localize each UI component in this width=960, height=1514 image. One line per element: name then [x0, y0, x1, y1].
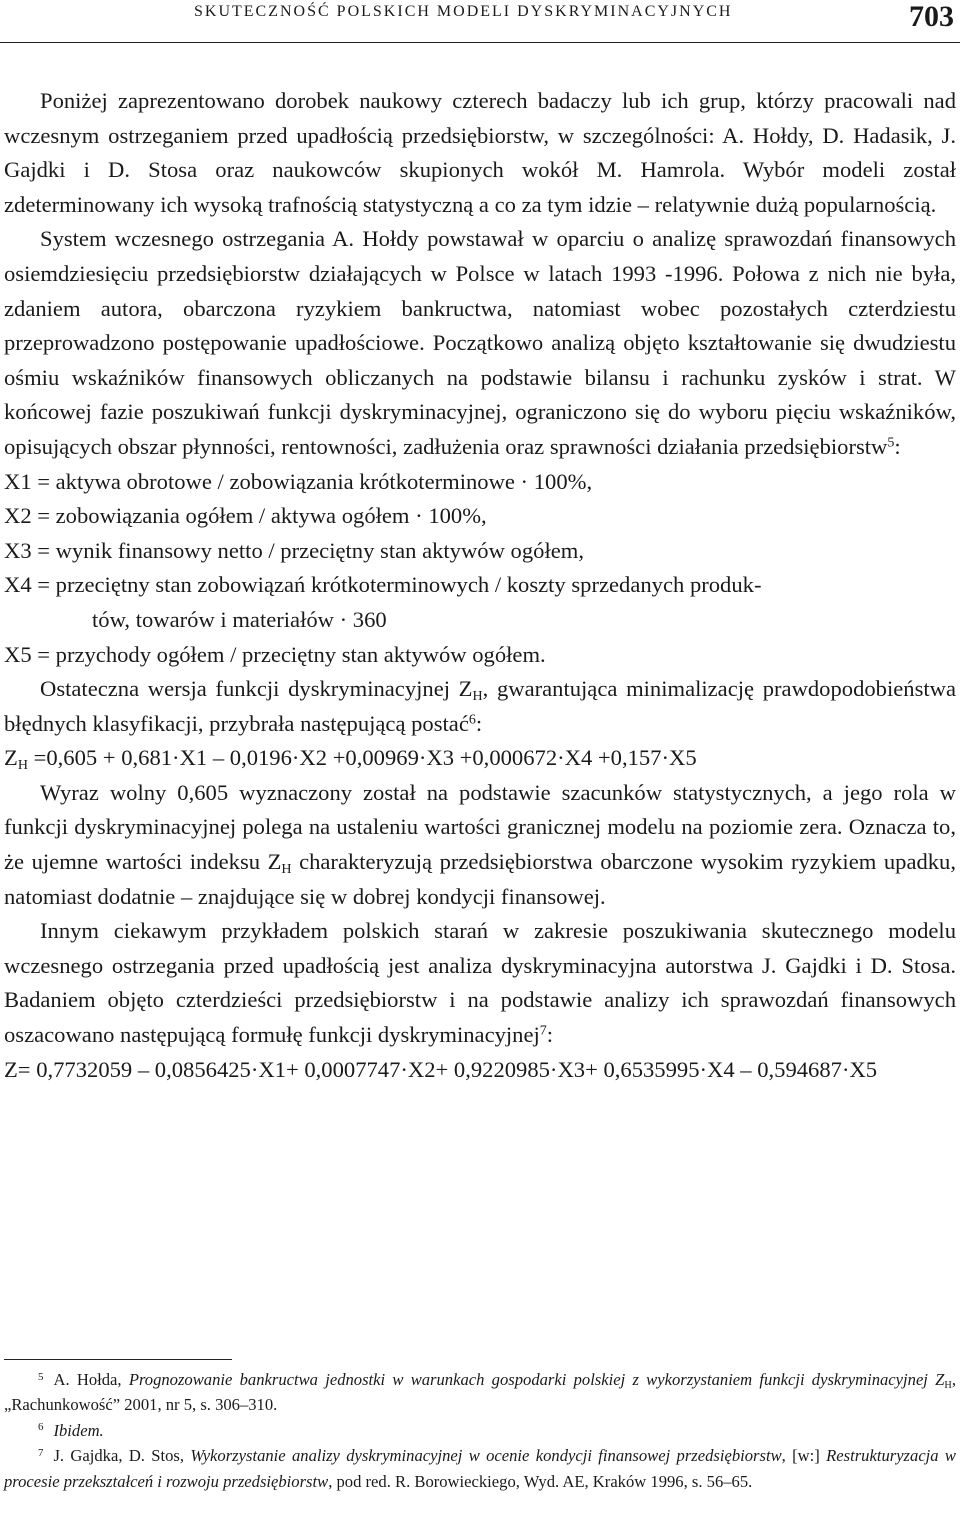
running-title: SKUTECZNOŚĆ POLSKICH MODELI DYSKRYMINACYJNYCH: [194, 3, 733, 20]
header-rule: [0, 42, 960, 43]
footnote-5-rest: , „Rachunkowość” 2001, nr 5, s. 306–310.: [4, 1370, 956, 1415]
paragraph-final-end: :: [475, 710, 483, 736]
variable-x3: X3 = wynik finansowy netto / przeciętny stan aktywów ogółem,: [4, 537, 584, 563]
paragraph-holda-text: System wczesnego ostrzegania A. Hołdy powstawał w oparciu o analizę sprawozdań finansowych osiemdziesięciu przedsiębiorstw działających w Polsce w latach 1993 -1996. Połowa z nich nie była, zdaniem autora, obarczona ryzykiem bankructwa, natomiast wobec pozostałych czterdziestu przeprowadzono postępowanie upadłościowe. Początkowo analizą objęto kształtowanie się dwudziestu ośmiu wskaźników finansowych obliczanych na podstawie bilansu i rachunku zysków i strat. W końcowej fazie poszukiwań funkcji dyskryminacyjnej, ograniczono się do wyboru pięciu wskaźników, opisujących obszar płynności, rentowności, zadłużenia oraz sprawności działania przedsiębiorstw: [4, 226, 956, 459]
formula-zh-subscript: H: [17, 758, 28, 774]
formula-zh-lhs: Z: [4, 745, 18, 771]
footnotes: [4, 1367, 956, 1494]
paragraph-constant-term: [4, 776, 956, 914]
formula-z: Z= 0,7732059 – 0,0856425·X1+ 0,0007747·X2+ 0,9220985·X3+ 0,6535995·X4 – 0,594687·X5: [4, 1056, 878, 1082]
variable-x4: X4 = przeciętny stan zobowiązań krótkoterminowych / koszty sprzedanych produk-: [4, 572, 762, 598]
variable-x4-continued: tów, towarów i materiałów · 360: [92, 606, 387, 632]
footnote-ref-7[interactable]: 7: [539, 1023, 547, 1039]
footnote-ref-5[interactable]: 5: [887, 435, 895, 451]
footnote-6: [4, 1418, 956, 1443]
footnote-7-book: Restrukturyzacja w procesie przekształceń i rozwoju przedsiębiorstw: [4, 1446, 956, 1491]
paragraph-final-text-a: Ostateczna wersja funkcji dyskryminacyjnej Z: [40, 676, 473, 702]
footnote-rule: [4, 1359, 232, 1360]
subscript-h: H: [472, 689, 483, 705]
paragraph-gajdka-end: :: [546, 1022, 554, 1048]
paragraph-final-function: [4, 672, 956, 741]
paragraph-intro: Poniżej zaprezentowano dorobek naukowy czterech badaczy lub ich grup, którzy pracowali nad wczesnym ostrzeganiem przed upadłością przedsiębiorstw, w szczególności: A. Hołdy, D. Hadasik, J. Gajdki i D. Stosa oraz naukowców skupionych wokół M. Hamrola. Wybór modeli został zdeterminowany ich wysoką trafnością statystyczną a co za tym idzie – relatywnie dużą popularnością.: [4, 88, 956, 217]
paragraph-constant-text-b: charakteryzują przedsiębiorstwa obarczone wysokim ryzykiem upadku, natomiast dodatnie – znajdujące się w dobrej kondycji finansowej.: [4, 849, 957, 909]
footnote-7-author: J. Gajdka, D. Stos,: [53, 1446, 191, 1466]
footnote-7: [4, 1443, 956, 1494]
footnote-5: [4, 1367, 956, 1418]
paragraph-gajdka-text: Innym ciekawym przykładem polskich starań w zakresie poszukiwania skutecznego modelu wczesnego ostrzegania przed upadłością jest analiza dyskryminacyjna autorstwa J. Gajdki i D. Stosa. Badaniem objęto czterdzieści przedsiębiorstw i na podstawie analizy ich sprawozdań finansowych oszacowano następującą formułę funkcji dyskryminacyjnej: [4, 918, 956, 1048]
footnote-7-title: Wykorzystanie analizy dyskryminacyjnej w ocenie kondycji finansowej przedsiębiorstw: [190, 1446, 782, 1466]
footnote-7-number: 7: [38, 1446, 44, 1459]
footnote-5-author: A. Hołda,: [53, 1370, 129, 1389]
variable-list: [4, 465, 956, 673]
footnote-5-number: 5: [38, 1370, 44, 1383]
paragraph-holda-model: [4, 222, 956, 464]
footnote-5-subscript: H: [944, 1380, 952, 1392]
paragraph-holda-end: :: [894, 433, 901, 459]
page-header: [0, 0, 960, 46]
footnote-6-number: 6: [38, 1421, 44, 1434]
footnote-7-rest: , pod red. R. Borowieckiego, Wyd. AE, Kraków 1996, s. 56–65.: [328, 1471, 753, 1491]
paragraph-gajdka-stos: [4, 914, 956, 1052]
variable-x1: X1 = aktywa obrotowe / zobowiązania krótkoterminowe · 100%,: [4, 468, 593, 494]
body-text: [4, 84, 956, 1087]
paragraph-final-text-b: , gwarantująca minimalizację prawdopodobieństwa błędnych klasyfikacji, przybrała następującą postać: [4, 676, 956, 736]
variable-x2: X2 = zobowiązania ogółem / aktywa ogółem · 100%,: [4, 503, 487, 529]
subscript-h-2: H: [281, 862, 292, 878]
page-number: 703: [909, 0, 954, 33]
formula-zh-rhs: =0,605 + 0,681·X1 – 0,0196·X2 +0,00969·X3 +0,000672·X4 +0,157·X5: [27, 745, 697, 771]
paragraph-constant-text-a: Wyraz wolny 0,605 wyznaczony został na podstawie szacunków statystycznych, a jego rola w funkcji dyskryminacyjnej polega na ustaleniu wartości granicznej modelu na poziomie zera. Oznacza to, że ujemne wartości indeksu Z: [4, 779, 956, 875]
footnote-5-title: Prognozowanie bankructwa jednostki w warunkach gospodarki polskiej z wykorzystaniem funkcji dyskryminacyjnej Z: [128, 1370, 945, 1389]
footnote-ref-6[interactable]: 6: [468, 711, 476, 727]
footnote-6-text: Ibidem.: [53, 1420, 104, 1440]
variable-x5: X5 = przychody ogółem / przeciętny stan aktywów ogółem.: [4, 641, 546, 667]
footnote-7-mid: , [w:]: [781, 1446, 827, 1466]
formula-zh: [4, 741, 956, 776]
